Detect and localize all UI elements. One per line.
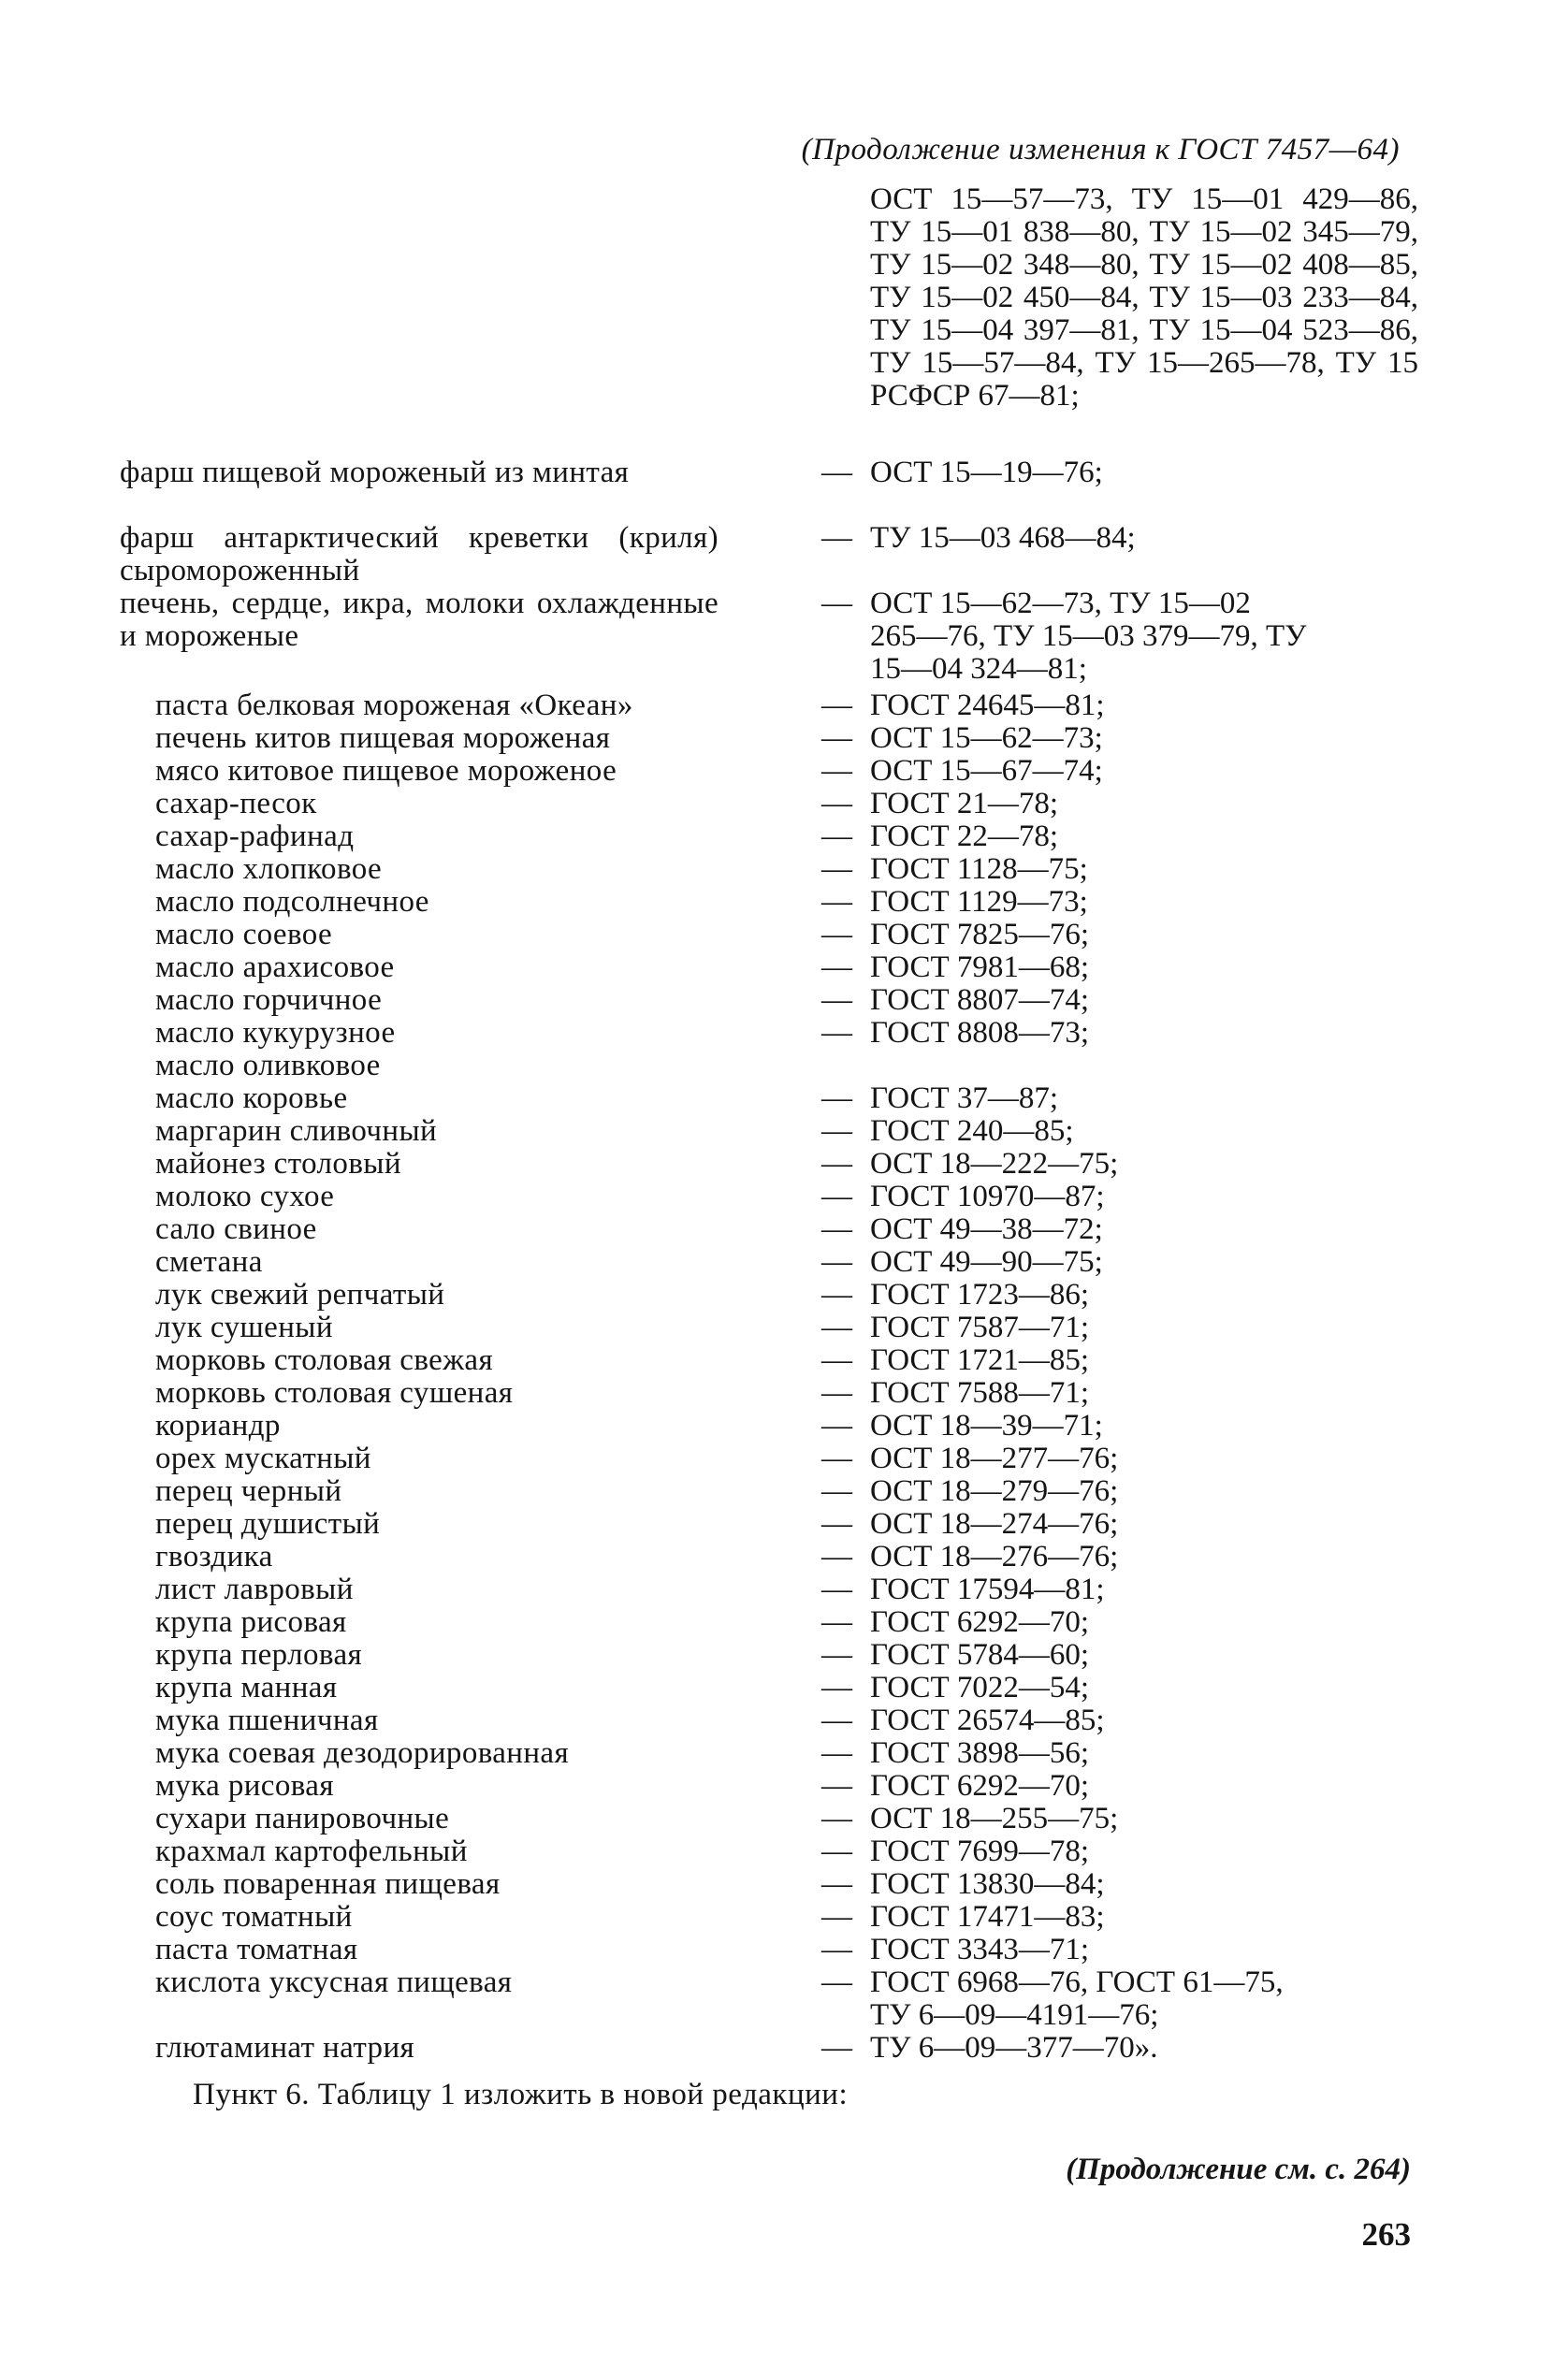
dash: — xyxy=(821,1736,852,1770)
standard-reference: ОСТ 49—90—75; xyxy=(870,1245,1103,1279)
standard-reference: ОСТ 18—222—75; xyxy=(870,1147,1119,1181)
standard-reference: ГОСТ 3898—56; xyxy=(870,1736,1090,1770)
standard-reference: ГОСТ 17594—81; xyxy=(870,1573,1105,1606)
standard-reference: ГОСТ 24645—81; xyxy=(870,689,1105,722)
product-name: мука рисовая xyxy=(155,1769,334,1803)
dash: — xyxy=(821,1704,852,1737)
product-name: паста томатная xyxy=(155,1933,358,1966)
continuation-note: (Продолжение см. с. 264) xyxy=(1066,2153,1411,2186)
product-name: морковь столовая сушеная xyxy=(155,1376,514,1410)
dash: — xyxy=(821,521,852,555)
standard-reference: ТУ 6—09—377—70». xyxy=(870,2031,1158,2065)
standard-reference: ОСТ 18—279—76; xyxy=(870,1474,1119,1508)
product-name: масло оливковое xyxy=(155,1049,381,1082)
dash: — xyxy=(821,1245,852,1279)
dash: — xyxy=(821,1507,852,1541)
product-name: фарш антарктический креветки (криля) сыромороженный xyxy=(120,521,719,587)
paragraph-item-6: Пункт 6. Таблицу 1 изложить в новой редакции: xyxy=(193,2078,849,2111)
dash: — xyxy=(821,1867,852,1901)
product-name: лук сушеный xyxy=(155,1311,333,1344)
dash: — xyxy=(821,1900,852,1934)
standard-reference: ОСТ 15—67—74; xyxy=(870,754,1103,788)
product-name: фарш пищевой мороженый из минтая xyxy=(120,456,630,489)
product-name: масло хлопковое xyxy=(155,852,383,886)
standard-reference: ГОСТ 1129—73; xyxy=(870,885,1088,919)
product-name: крупа манная xyxy=(155,1671,338,1704)
dash: — xyxy=(821,1311,852,1344)
standard-reference: ГОСТ 6292—70; xyxy=(870,1769,1090,1803)
standard-reference: ГОСТ 5784—60; xyxy=(870,1638,1090,1672)
dash: — xyxy=(821,1278,852,1312)
product-name: глютаминат натрия xyxy=(155,2031,415,2065)
standard-reference: ГОСТ 6968—76, ГОСТ 61—75, ТУ 6—09—4191—76; xyxy=(870,1965,1284,2032)
dash: — xyxy=(821,1114,852,1148)
standard-reference: ОСТ 18—274—76; xyxy=(870,1507,1119,1541)
dash: — xyxy=(821,587,852,620)
standard-reference: ГОСТ 1723—86; xyxy=(870,1278,1090,1312)
product-name: гвоздика xyxy=(155,1540,273,1574)
product-name: мясо китовое пищевое мороженое xyxy=(155,754,617,788)
standard-reference: ОСТ 15—19—76; xyxy=(870,456,1103,489)
product-name: сахар-песок xyxy=(155,787,317,820)
dash: — xyxy=(821,1573,852,1606)
dash: — xyxy=(821,1933,852,1966)
dash: — xyxy=(821,1376,852,1410)
product-name: орех мускатный xyxy=(155,1442,371,1475)
product-name: масло кукурузное xyxy=(155,1016,396,1050)
dash: — xyxy=(821,950,852,984)
dash: — xyxy=(821,1409,852,1443)
dash: — xyxy=(821,1442,852,1475)
dash: — xyxy=(821,1965,852,1999)
standard-reference: ГОСТ 17471—83; xyxy=(870,1900,1105,1934)
dash: — xyxy=(821,1769,852,1803)
product-name: майонез столовый xyxy=(155,1147,401,1181)
standard-reference: ГОСТ 7825—76; xyxy=(870,918,1090,951)
standard-reference: ГОСТ 13830—84; xyxy=(870,1867,1105,1901)
standard-reference: ОСТ 18—255—75; xyxy=(870,1802,1119,1835)
dash: — xyxy=(821,1016,852,1050)
standard-reference: ГОСТ 22—78; xyxy=(870,819,1059,853)
continuation-references: ОСТ 15—57—73, ТУ 15—01 429—86, ТУ 15—01 838—80, ТУ 15—02 345—79, ТУ 15—02 348—80, ТУ 15—02 408—85, ТУ 15—02 450—84, ТУ 15—03 233—84, ТУ 15—04 397—81, ТУ 15—04 523—86, ТУ 15—57—84, ТУ 15—265—78, ТУ 15 РСФСР 67—81; xyxy=(870,182,1418,413)
dash: — xyxy=(821,852,852,886)
standard-reference: ГОСТ 26574—85; xyxy=(870,1704,1105,1737)
dash: — xyxy=(821,754,852,788)
standard-reference: ГОСТ 7022—54; xyxy=(870,1671,1090,1704)
dash: — xyxy=(821,819,852,853)
product-name: масло горчичное xyxy=(155,983,383,1017)
dash: — xyxy=(821,1540,852,1574)
dash: — xyxy=(821,1180,852,1213)
standard-reference: ГОСТ 240—85; xyxy=(870,1114,1074,1148)
product-name: морковь столовая свежая xyxy=(155,1343,494,1377)
dash: — xyxy=(821,2031,852,2065)
dash: — xyxy=(821,983,852,1017)
product-name: крупа перловая xyxy=(155,1638,363,1672)
product-name: молоко сухое xyxy=(155,1180,335,1213)
standard-reference: ГОСТ 7588—71; xyxy=(870,1376,1090,1410)
product-name: перец черный xyxy=(155,1474,342,1508)
standard-reference: ГОСТ 1128—75; xyxy=(870,852,1088,886)
dash: — xyxy=(821,1212,852,1246)
standard-reference: ОСТ 18—39—71; xyxy=(870,1409,1103,1443)
product-name: масло подсолнечное xyxy=(155,885,429,919)
product-name: крупа рисовая xyxy=(155,1605,347,1639)
product-name: сало свиное xyxy=(155,1212,317,1246)
product-name: лук свежий репчатый xyxy=(155,1278,445,1312)
standard-reference: ГОСТ 7699—78; xyxy=(870,1835,1090,1868)
standard-reference: ГОСТ 8807—74; xyxy=(870,983,1090,1017)
standard-reference: ГОСТ 10970—87; xyxy=(870,1180,1105,1213)
dash: — xyxy=(821,918,852,951)
dash: — xyxy=(821,1147,852,1181)
product-name: мука соевая дезодорированная xyxy=(155,1736,570,1770)
product-name: печень китов пищевая мороженая xyxy=(155,721,611,755)
page-number: 263 xyxy=(1361,2216,1411,2253)
dash: — xyxy=(821,1474,852,1508)
standard-reference: ГОСТ 6292—70; xyxy=(870,1605,1090,1639)
standard-reference: ГОСТ 8808—73; xyxy=(870,1016,1090,1050)
product-name: масло соевое xyxy=(155,918,333,951)
product-name: соус томатный xyxy=(155,1900,353,1934)
standard-reference: ГОСТ 21—78; xyxy=(870,787,1059,820)
product-name: сахар-рафинад xyxy=(155,819,355,853)
product-name: маргарин сливочный xyxy=(155,1114,438,1148)
standard-reference: ГОСТ 7981—68; xyxy=(870,950,1090,984)
product-name: масло коровье xyxy=(155,1081,348,1115)
standard-reference: ГОСТ 37—87; xyxy=(870,1081,1059,1115)
standard-reference: ОСТ 18—276—76; xyxy=(870,1540,1119,1574)
standard-reference: ОСТ 15—62—73, ТУ 15—02 265—76, ТУ 15—03 379—79, ТУ 15—04 324—81; xyxy=(870,587,1307,686)
dash: — xyxy=(821,456,852,489)
dash: — xyxy=(821,885,852,919)
product-name: крахмал картофельный xyxy=(155,1835,468,1868)
product-name: кислота уксусная пищевая xyxy=(155,1965,513,1999)
dash: — xyxy=(821,721,852,755)
product-name: сметана xyxy=(155,1245,263,1279)
dash: — xyxy=(821,1605,852,1639)
dash: — xyxy=(821,1671,852,1704)
dash: — xyxy=(821,1835,852,1868)
standard-reference: ОСТ 18—277—76; xyxy=(870,1442,1119,1475)
product-name: лист лавровый xyxy=(155,1573,354,1606)
standard-reference: ГОСТ 7587—71; xyxy=(870,1311,1090,1344)
product-name: масло арахисовое xyxy=(155,950,395,984)
product-name: печень, сердце, икра, молоки охлажденные и мороженые xyxy=(120,587,719,653)
standard-reference: ГОСТ 3343—71; xyxy=(870,1933,1090,1966)
product-name: мука пшеничная xyxy=(155,1704,379,1737)
standard-reference: ГОСТ 1721—85; xyxy=(870,1343,1090,1377)
standard-reference: ОСТ 49—38—72; xyxy=(870,1212,1103,1246)
product-name: паста белковая мороженая «Океан» xyxy=(155,689,633,722)
dash: — xyxy=(821,1802,852,1835)
dash: — xyxy=(821,787,852,820)
running-header: (Продолжение изменения к ГОСТ 7457—64) xyxy=(801,133,1400,167)
standard-reference: ОСТ 15—62—73; xyxy=(870,721,1103,755)
dash: — xyxy=(821,1638,852,1672)
dash: — xyxy=(821,689,852,722)
dash: — xyxy=(821,1343,852,1377)
product-name: сухари панировочные xyxy=(155,1802,450,1835)
product-name: перец душистый xyxy=(155,1507,381,1541)
dash: — xyxy=(821,1081,852,1115)
product-name: соль поваренная пищевая xyxy=(155,1867,501,1901)
standard-reference: ТУ 15—03 468—84; xyxy=(870,521,1136,555)
product-name: кориандр xyxy=(155,1409,281,1443)
